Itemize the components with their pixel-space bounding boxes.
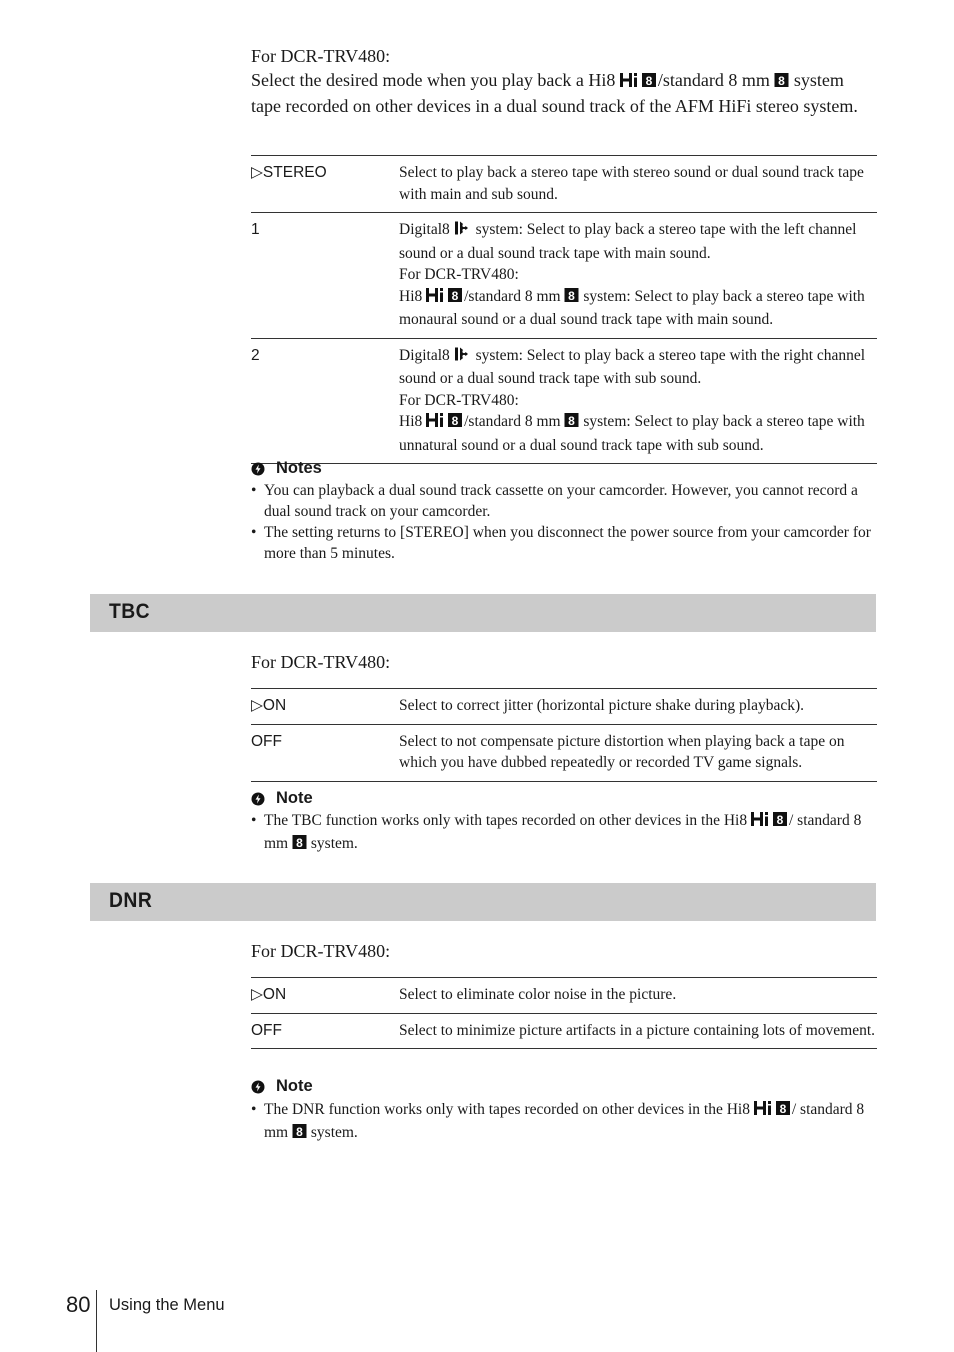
option-description: Digital8 system: Select to play back a stereo tape with the left channel sound or a dual sound track tape with main sound. For DCR-TRV480: Hi8 8 /standard 8 mm 8 system: Select to play back a stereo tape with monaural sound or a dual sound track tape with main sound. xyxy=(399,221,865,328)
hi8-logo-icon xyxy=(426,287,464,310)
svg-text:8: 8 xyxy=(568,288,576,303)
table-row xyxy=(251,978,877,1014)
tbc-note-heading: Note xyxy=(251,788,313,808)
dnr-note-list xyxy=(251,1099,877,1145)
standard-8mm-icon xyxy=(564,287,579,310)
table-row xyxy=(251,725,877,782)
option-stereo: ▷STEREO xyxy=(251,164,327,181)
list-item: • The setting returns to [STEREO] when you disconnect the power source from your camcorder for more than 5 minutes. xyxy=(251,524,871,562)
table-row xyxy=(251,213,877,339)
table-row xyxy=(251,1014,877,1050)
caution-icon xyxy=(251,791,265,805)
intro-model-line: For DCR-TRV480: xyxy=(251,46,391,66)
section-title: DNR xyxy=(109,889,153,912)
table-row xyxy=(251,156,877,213)
intro-paragraph xyxy=(251,44,877,118)
svg-text:8: 8 xyxy=(451,288,459,303)
option-off: OFF xyxy=(251,732,282,750)
option-description: Select to minimize picture artifacts in a picture containing lots of movement. xyxy=(399,1021,876,1039)
table-row xyxy=(251,339,877,465)
option-description: Select to not compensate picture distortion when playing back a tape on which you have dubbed repeatedly or recorded TV game signals. xyxy=(399,732,845,771)
svg-text:8: 8 xyxy=(779,1102,787,1116)
svg-text:8: 8 xyxy=(778,74,786,88)
tbc-model-line: For DCR-TRV480: xyxy=(251,652,391,672)
standard-8mm-icon xyxy=(564,412,579,435)
option-2: 2 xyxy=(251,346,260,364)
sound-mode-table xyxy=(251,155,877,464)
hi8-logo-icon xyxy=(426,412,464,435)
notes-heading: Notes xyxy=(251,458,322,478)
page-number: 80 xyxy=(66,1292,91,1317)
list-item: • You can playback a dual sound track cassette on your camcorder. However, you cannot record a dual sound track on your camcorder. xyxy=(251,482,858,520)
tbc-options-table xyxy=(251,688,877,782)
caution-icon xyxy=(251,461,265,475)
option-1: 1 xyxy=(251,221,260,238)
intro-text: Select the desired mode when you play back a Hi8 8 /standard 8 mm 8 system tape recorded on other devices in a dual sound track of the AFM HiFi stereo system. xyxy=(251,70,858,116)
tbc-note-list xyxy=(251,810,877,856)
standard-8mm-icon xyxy=(292,1123,307,1145)
option-description: Select to eliminate color noise in the picture. xyxy=(399,986,677,1003)
list-item: • The TBC function works only with tapes recorded on other devices in the Hi8 8 / standard 8 mm 8 system. xyxy=(251,810,877,856)
list-item: • The DNR function works only with tapes recorded on other devices in the Hi8 8 / standard 8 mm 8 system. xyxy=(251,1099,877,1145)
svg-text:8: 8 xyxy=(451,414,459,428)
standard-8mm-icon xyxy=(292,834,307,856)
option-on: ▷ON xyxy=(251,697,287,714)
option-off: OFF xyxy=(251,1021,282,1039)
hi8-logo-icon xyxy=(751,811,789,833)
caution-icon xyxy=(251,1079,265,1093)
svg-text:8: 8 xyxy=(568,414,576,428)
digital8-logo-icon xyxy=(454,346,472,369)
svg-text:8: 8 xyxy=(645,74,653,88)
footer-divider xyxy=(96,1290,97,1352)
dnr-options-table xyxy=(251,977,877,1049)
svg-text:8: 8 xyxy=(776,813,784,827)
hi8-logo-icon xyxy=(754,1100,792,1122)
option-description: Digital8 system: Select to play back a stereo tape with the right channel sound or a dual sound track tape with sub sound. For DCR-TRV480: Hi8 8 /standard 8 mm 8 system: Select to play back a stereo tape with unnatural sound or a dual sound track tape with sub sound. xyxy=(399,346,866,454)
table-row xyxy=(251,689,877,725)
option-on: ▷ON xyxy=(251,986,287,1003)
option-description: Select to correct jitter (horizontal picture shake during playback). xyxy=(399,697,804,714)
digital8-logo-icon xyxy=(454,220,472,243)
svg-text:8: 8 xyxy=(296,836,303,850)
section-title: TBC xyxy=(109,600,151,623)
standard-8mm-icon xyxy=(774,70,789,94)
dnr-note-heading: Note xyxy=(251,1076,313,1096)
dnr-model-line: For DCR-TRV480: xyxy=(251,941,391,961)
dnr-section-header xyxy=(90,883,876,921)
footer-section-label: Using the Menu xyxy=(109,1296,225,1314)
hi8-logo-icon xyxy=(620,70,658,94)
tbc-section-header xyxy=(90,594,876,632)
option-description: Select to play back a stereo tape with stereo sound or dual sound track tape with main and sub sound. xyxy=(399,164,864,203)
svg-text:8: 8 xyxy=(296,1125,303,1139)
notes-list xyxy=(251,480,877,564)
